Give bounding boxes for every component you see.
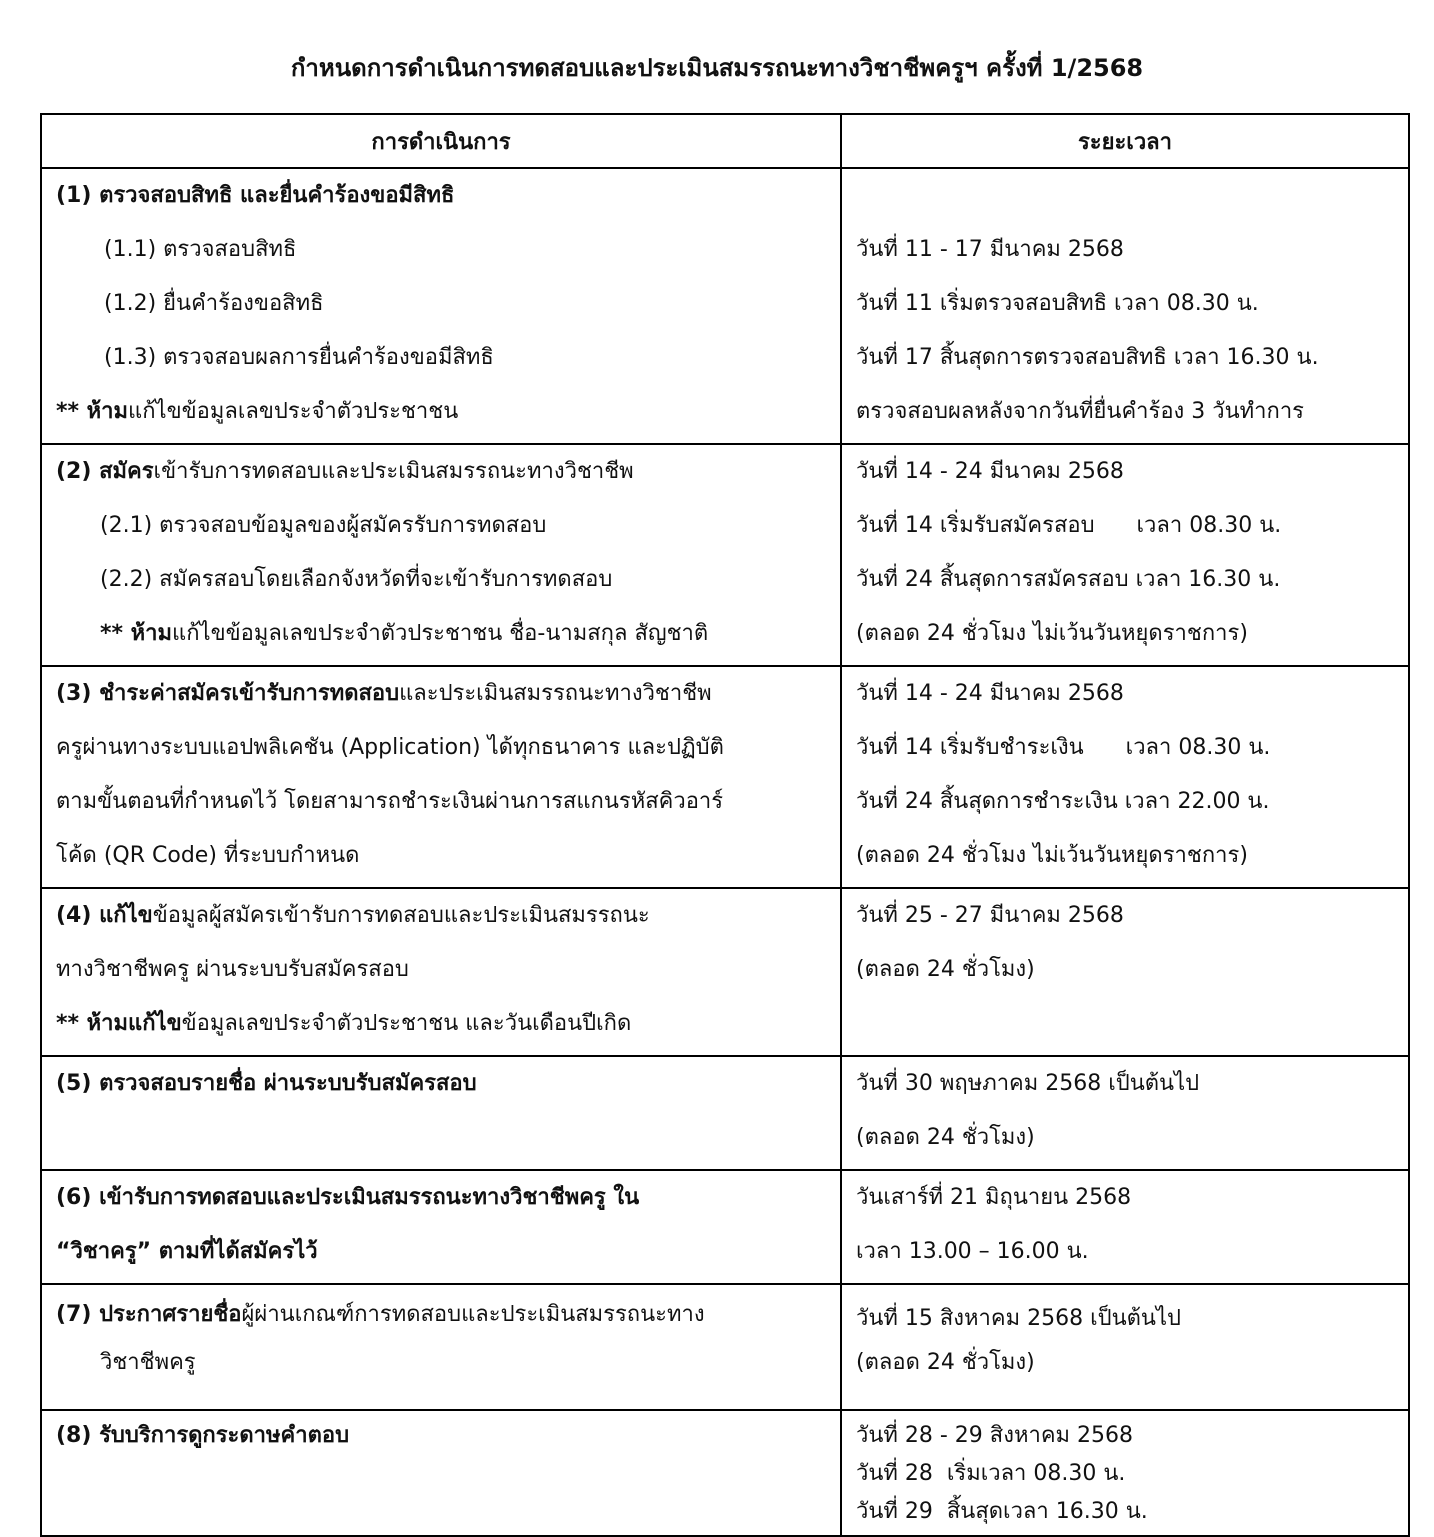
activity-cell <box>41 888 841 1056</box>
activity-cell <box>41 666 841 888</box>
period-line: (ตลอด 24 ชั่วโมง) <box>856 1350 1035 1375</box>
table-row <box>41 1410 1409 1536</box>
document-title: กำหนดการดำเนินการทดสอบและประเมินสมรรถนะทางวิชาชีพครูฯ ครั้งที่ 1/2568 <box>290 54 1144 82</box>
table-row <box>41 444 1409 666</box>
period-cell <box>841 1170 1409 1284</box>
period-line: วันที่ 14 เริ่มรับชำระเงิน เวลา 08.30 น. <box>856 735 1271 760</box>
table-row <box>41 888 1409 1056</box>
table-row <box>41 1056 1409 1170</box>
activity-line: (3) ชำระค่าสมัครเข้ารับการทดสอบและประเมินสมรรถนะทางวิชาชีพ <box>56 681 712 706</box>
period-line: (ตลอด 24 ชั่วโมง) <box>856 957 1035 982</box>
table-row <box>41 666 1409 888</box>
activity-cell <box>41 444 841 666</box>
schedule-table <box>40 113 1410 1537</box>
period-cell <box>841 1284 1409 1410</box>
table-row <box>41 168 1409 444</box>
activity-cell <box>41 1170 841 1284</box>
activity-line: โค้ด (QR Code) ที่ระบบกำหนด <box>56 843 360 868</box>
period-cell <box>841 666 1409 888</box>
period-cell <box>841 168 1409 444</box>
period-cell <box>841 1056 1409 1170</box>
activity-line: ** ห้ามแก้ไขข้อมูลเลขประจำตัวประชาชน ชื่อ-นามสกุล สัญชาติ <box>100 621 709 646</box>
period-line: ตรวจสอบผลหลังจากวันที่ยื่นคำร้อง 3 วันทำการ <box>856 399 1305 424</box>
activity-line: ตามขั้นตอนที่กำหนดไว้ โดยสามารถชำระเงินผ่านการสแกนรหัสคิวอาร์ <box>56 789 724 814</box>
activity-line: (7) ประกาศรายชื่อผู้ผ่านเกณฑ์การทดสอบและประเมินสมรรถนะทาง <box>56 1302 705 1327</box>
period-cell <box>841 444 1409 666</box>
table-row <box>41 1170 1409 1284</box>
activity-line: (1.3) ตรวจสอบผลการยื่นคำร้องขอมีสิทธิ <box>104 345 494 370</box>
table-row <box>41 1284 1409 1410</box>
activity-cell <box>41 168 841 444</box>
period-cell <box>841 1410 1409 1536</box>
period-line: วันที่ 11 เริ่มตรวจสอบสิทธิ เวลา 08.30 น. <box>856 291 1259 316</box>
period-line: (ตลอด 24 ชั่วโมง ไม่เว้นวันหยุดราชการ) <box>856 621 1248 646</box>
activity-cell <box>41 1056 841 1170</box>
period-line: วันที่ 28 เริ่มเวลา 08.30 น. <box>856 1461 1126 1486</box>
activity-line: (6) เข้ารับการทดสอบและประเมินสมรรถนะทางวิชาชีพครู ใน <box>56 1185 640 1210</box>
header-activity: การดำเนินการ <box>41 114 841 168</box>
period-cell <box>841 888 1409 1056</box>
period-line: วันที่ 28 - 29 สิงหาคม 2568 <box>856 1423 1134 1448</box>
period-line <box>856 169 1398 223</box>
activity-line: ** ห้ามแก้ไขข้อมูลเลขประจำตัวประชาชน <box>56 399 459 424</box>
activity-line: (2) สมัครเข้ารับการทดสอบและประเมินสมรรถนะทางวิชาชีพ <box>56 459 634 484</box>
period-line: วันที่ 15 สิงหาคม 2568 เป็นต้นไป <box>856 1306 1181 1331</box>
activity-cell <box>41 1284 841 1410</box>
activity-line: (8) รับบริการดูกระดาษคำตอบ <box>56 1423 350 1448</box>
activity-cell <box>41 1410 841 1536</box>
period-line: วันที่ 24 สิ้นสุดการสมัครสอบ เวลา 16.30 น. <box>856 567 1281 592</box>
activity-line: ** ห้ามแก้ไขข้อมูลเลขประจำตัวประชาชน และวันเดือนปีเกิด <box>56 1011 632 1036</box>
activity-line: (1.1) ตรวจสอบสิทธิ <box>104 237 297 262</box>
activity-line: “วิชาครู” ตามที่ได้สมัครไว้ <box>56 1239 318 1264</box>
period-line: วันที่ 29 สิ้นสุดเวลา 16.30 น. <box>856 1499 1148 1524</box>
activity-line: (1.2) ยื่นคำร้องขอสิทธิ <box>104 291 324 316</box>
period-line: (ตลอด 24 ชั่วโมง ไม่เว้นวันหยุดราชการ) <box>856 843 1248 868</box>
period-line: วันที่ 25 - 27 มีนาคม 2568 <box>856 903 1124 928</box>
activity-line: (5) ตรวจสอบรายชื่อ ผ่านระบบรับสมัครสอบ <box>56 1071 477 1096</box>
activity-line: วิชาชีพครู <box>100 1350 196 1375</box>
period-line: วันที่ 14 - 24 มีนาคม 2568 <box>856 459 1124 484</box>
activity-line: (1) ตรวจสอบสิทธิ และยื่นคำร้องขอมีสิทธิ <box>56 183 455 208</box>
activity-line: (2.1) ตรวจสอบข้อมูลของผู้สมัครรับการทดสอบ <box>100 513 547 538</box>
table-header-row <box>41 114 1409 168</box>
period-line: วันที่ 14 เริ่มรับสมัครสอบ เวลา 08.30 น. <box>856 513 1282 538</box>
period-line: วันที่ 14 - 24 มีนาคม 2568 <box>856 681 1124 706</box>
period-line: วันที่ 17 สิ้นสุดการตรวจสอบสิทธิ เวลา 16.30 น. <box>856 345 1319 370</box>
period-line: วันที่ 11 - 17 มีนาคม 2568 <box>856 237 1124 262</box>
period-line: เวลา 13.00 – 16.00 น. <box>856 1239 1089 1264</box>
header-period: ระยะเวลา <box>841 114 1409 168</box>
period-line: (ตลอด 24 ชั่วโมง) <box>856 1125 1035 1150</box>
period-line: วันที่ 30 พฤษภาคม 2568 เป็นต้นไป <box>856 1071 1200 1096</box>
activity-line: (4) แก้ไขข้อมูลผู้สมัครเข้ารับการทดสอบและประเมินสมรรถนะ <box>56 903 650 928</box>
activity-line: ครูผ่านทางระบบแอปพลิเคชัน (Application) ได้ทุกธนาคาร และปฏิบัติ <box>56 735 724 760</box>
activity-line: ทางวิชาชีพครู ผ่านระบบรับสมัครสอบ <box>56 957 409 982</box>
activity-line: (2.2) สมัครสอบโดยเลือกจังหวัดที่จะเข้ารับการทดสอบ <box>100 567 613 592</box>
period-line: วันเสาร์ที่ 21 มิถุนายน 2568 <box>856 1185 1132 1210</box>
period-line: วันที่ 24 สิ้นสุดการชำระเงิน เวลา 22.00 น. <box>856 789 1270 814</box>
